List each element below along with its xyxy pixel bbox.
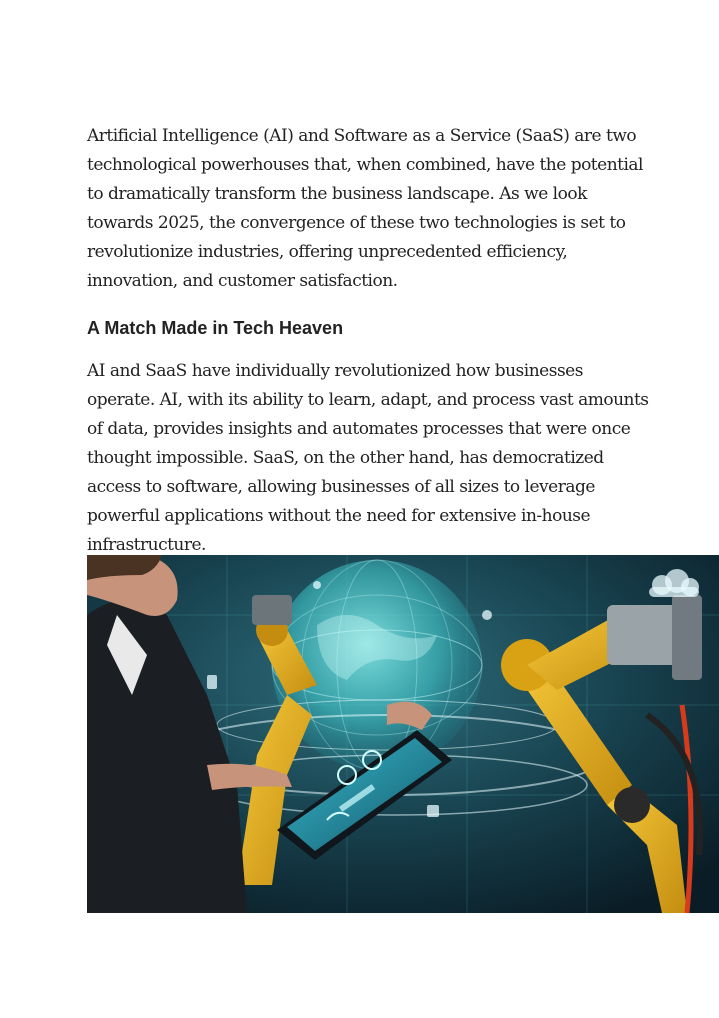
intro-line: innovation, and customer satisfaction.: [87, 271, 398, 291]
intro-line: to dramatically transform the business landscape. As we look: [87, 184, 587, 204]
section-line: powerful applications without the need for extensive in-house: [87, 506, 591, 526]
section-line: operate. AI, with its ability to learn, adapt, and process vast amounts: [87, 390, 649, 410]
section-line: access to software, allowing businesses of all sizes to leverage: [87, 477, 595, 497]
intro-line: technological powerhouses that, when combined, have the potential: [87, 155, 643, 175]
section-line: of data, provides insights and automates processes that were once: [87, 419, 631, 439]
intro-paragraph: [87, 122, 647, 296]
section-paragraph: [87, 357, 647, 560]
intro-line: towards 2025, the convergence of these two technologies is set to: [87, 213, 626, 233]
intro-line: Artificial Intelligence (AI) and Software as a Service (SaaS) are two: [87, 126, 637, 146]
section-line: infrastructure.: [87, 535, 206, 555]
ai-robotics-illustration: [87, 555, 719, 913]
illustration-svg: [87, 555, 719, 913]
section-heading: A Match Made in Tech Heaven: [87, 318, 344, 338]
intro-line: revolutionize industries, offering unprecedented efficiency,: [87, 242, 568, 262]
section-line: thought impossible. SaaS, on the other hand, has democratized: [87, 448, 604, 468]
section-line: AI and SaaS have individually revolutionized how businesses: [87, 361, 583, 381]
